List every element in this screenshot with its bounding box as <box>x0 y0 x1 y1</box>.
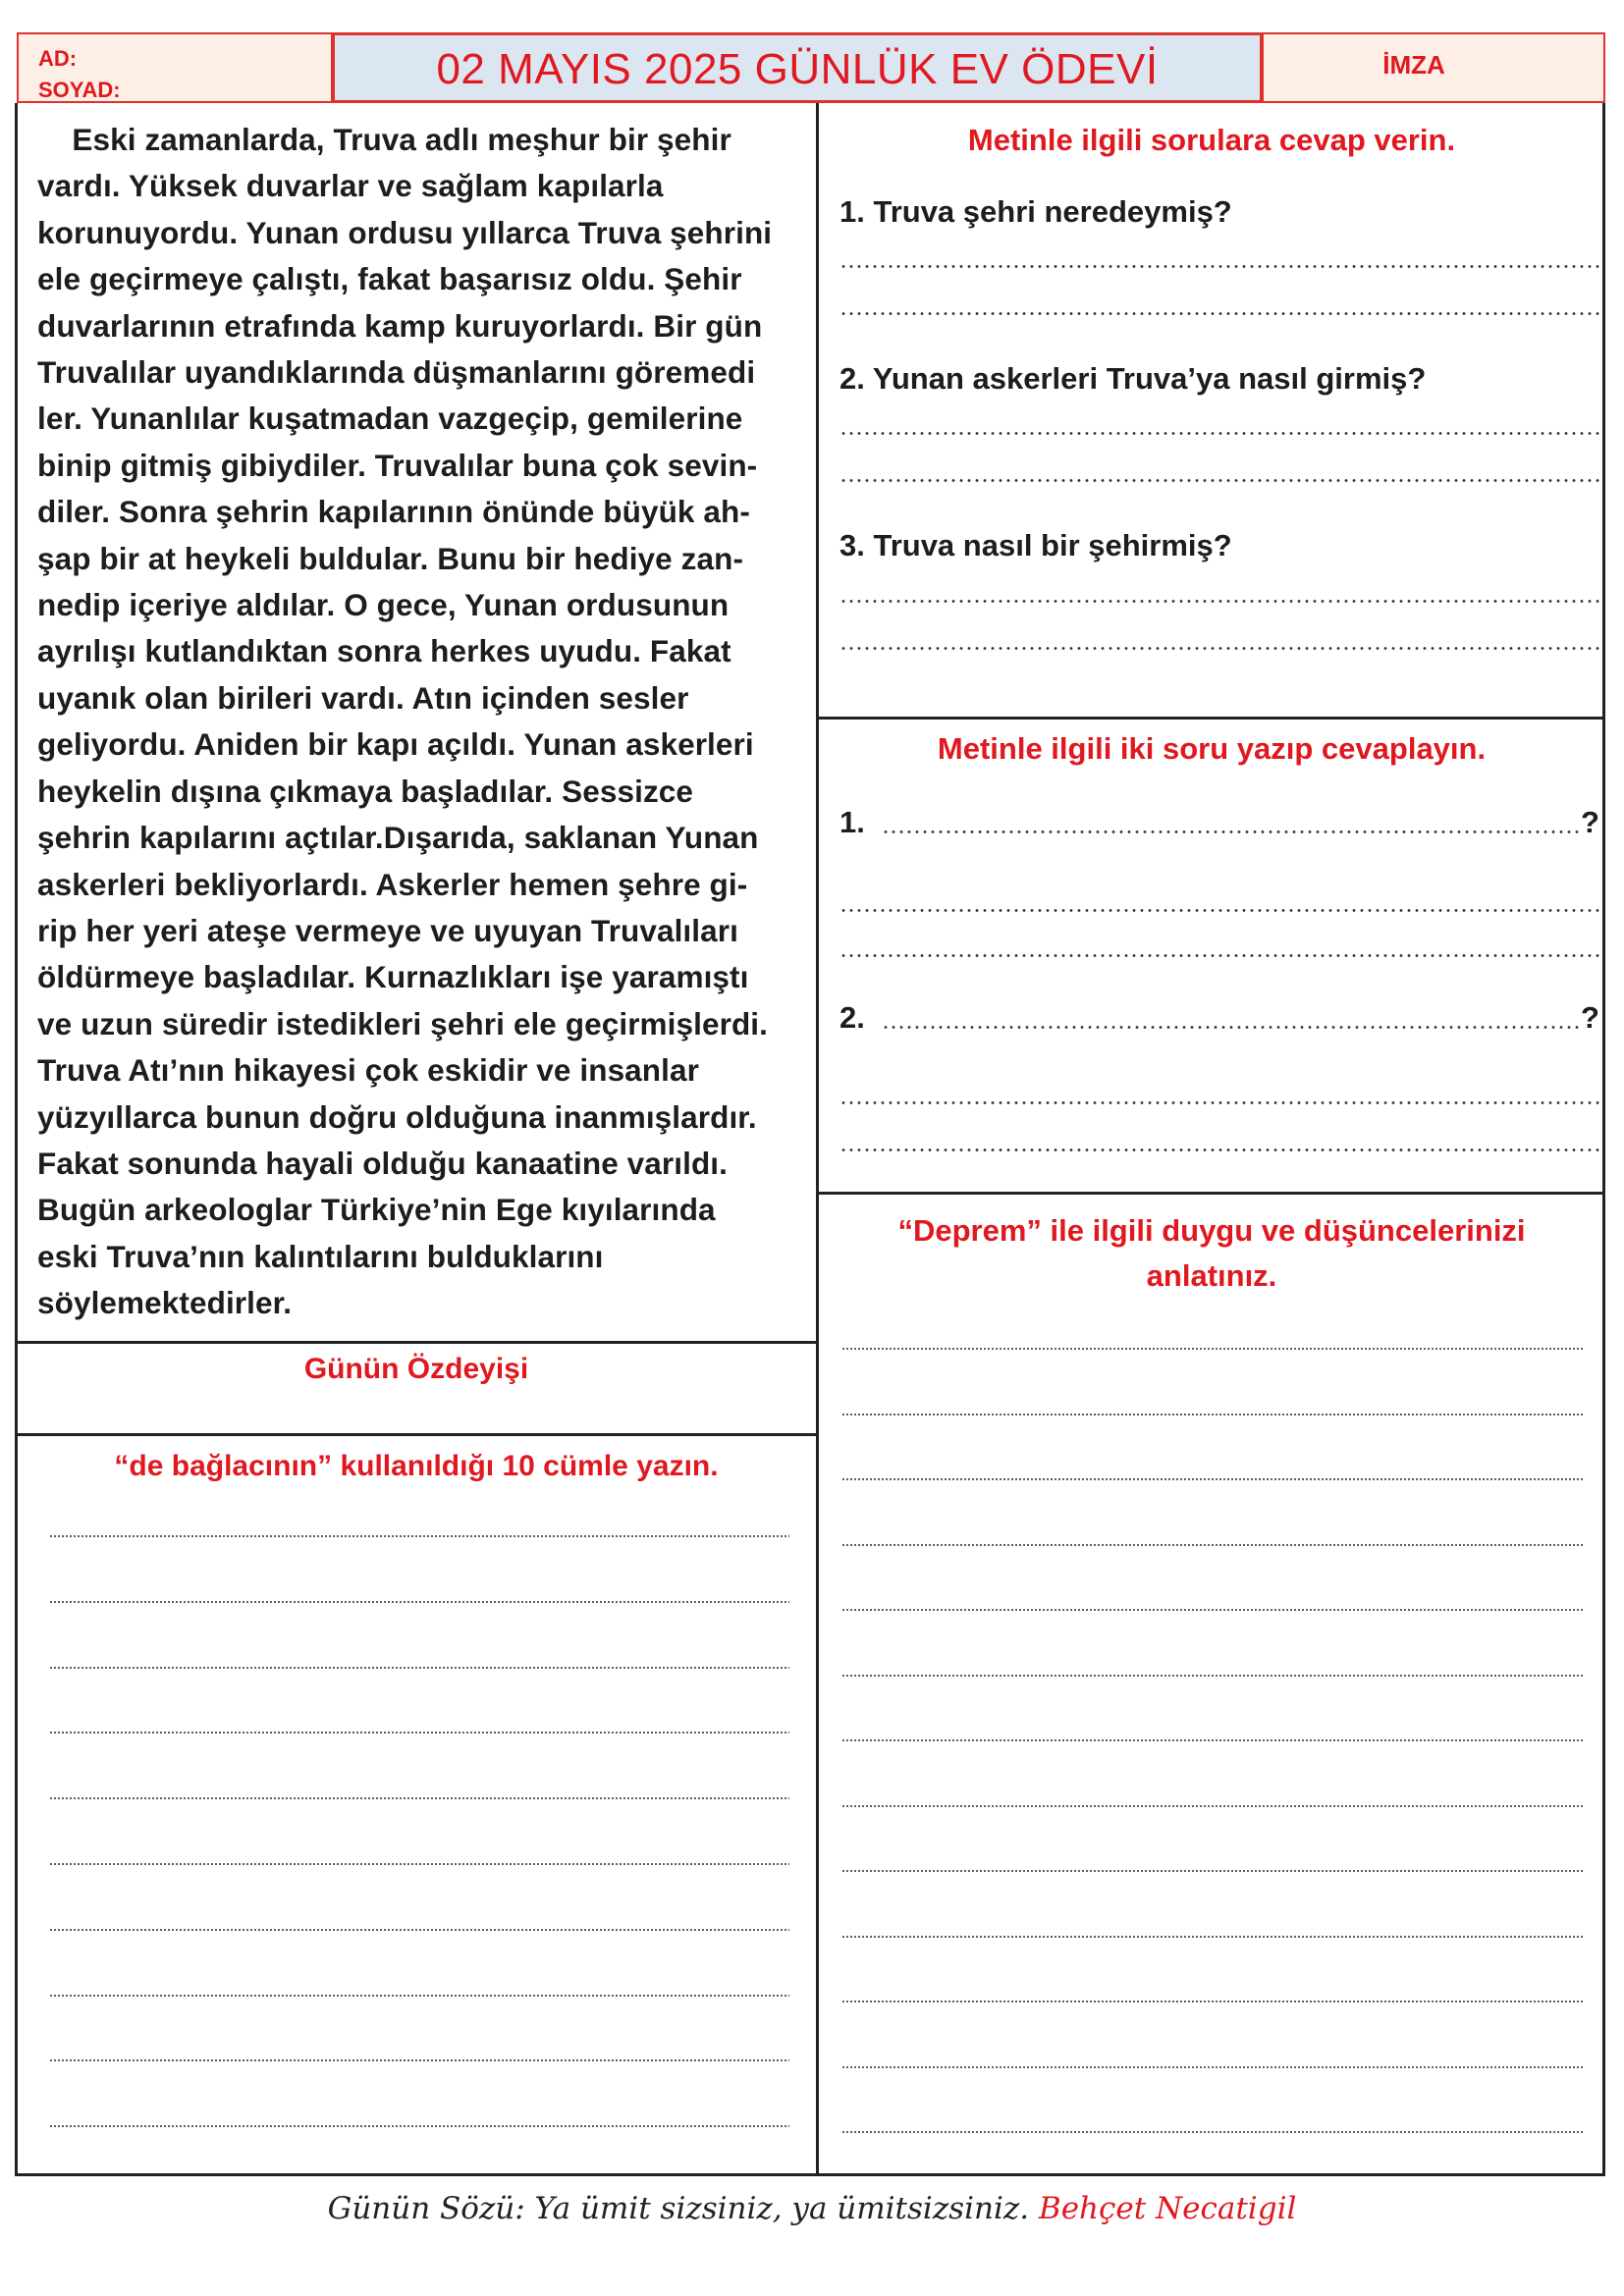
deprem-title-line1: “Deprem” ile ilgili duygu ve düşüncelerinizi <box>897 1213 1526 1248</box>
deprem-title-line2: anlatınız. <box>1146 1258 1277 1293</box>
answer-line[interactable] <box>839 479 1603 482</box>
story-line: şehrin kapılarını açtılar.Dışarıda, saklanan Yunan <box>37 820 759 856</box>
writing-line[interactable] <box>841 1675 1584 1677</box>
story-line: diler. Sonra şehrin kapılarının önünde büyük ah- <box>37 494 750 530</box>
writing-line[interactable] <box>49 1797 789 1799</box>
writing-line[interactable] <box>49 1863 789 1865</box>
own-question-1-mark: ? <box>1581 805 1599 839</box>
footer-author: Behçet Necatigil <box>1038 2191 1297 2226</box>
story-line: korunuyordu. Yunan ordusu yıllarca Truva şehrini <box>37 214 773 250</box>
frame-bottom <box>15 2173 1605 2176</box>
own-questions-title: Metinle ilgili iki soru yazıp cevaplayın. <box>937 731 1487 766</box>
story-line: ve uzun süredir istedikleri şehri ele geçirmişlerdi. <box>37 1005 769 1041</box>
story-line: rip her yeri ateşe vermeye ve uyuyan Truvalıları <box>37 912 738 948</box>
question-1: 1. Truva şehri neredeymiş? <box>839 194 1232 229</box>
story-line: nedip içeriye aldılar. O gece, Yunan ordusunun <box>37 587 730 623</box>
story-line: söylemektedirler. <box>37 1285 293 1321</box>
de-section-title: “de bağlacının” kullanıldığı 10 cümle yazın. <box>114 1450 719 1482</box>
story-line: eski Truva’nın kalıntılarını bulduklarını <box>37 1238 604 1274</box>
divider-story-bottom <box>15 1341 818 1344</box>
writing-line[interactable] <box>841 1609 1584 1611</box>
questions-section-title: Metinle ilgili sorulara cevap verin. <box>967 123 1456 157</box>
writing-line[interactable] <box>841 1544 1584 1546</box>
writing-line[interactable] <box>841 2131 1584 2133</box>
story-line: Bugün arkeologlar Türkiye’nin Ege kıyılarında <box>37 1192 716 1228</box>
divider-questions-bottom <box>816 717 1605 720</box>
writing-line[interactable] <box>841 2001 1584 2002</box>
writing-line[interactable] <box>841 1348 1584 1350</box>
story-line: binip gitmiş gibiydiler. Truvalılar buna çok sevin- <box>37 447 758 483</box>
writing-line[interactable] <box>49 2059 789 2061</box>
frame-right <box>1602 103 1605 2176</box>
frame-middle <box>816 103 819 2176</box>
divider-own-questions-bottom <box>816 1192 1605 1195</box>
divider-ozdeyis-bottom <box>15 1433 818 1436</box>
story-line: heykelin dışına çıkmaya başladılar. Sessizce <box>37 773 694 809</box>
writing-line[interactable] <box>841 1478 1584 1480</box>
signature-box[interactable] <box>1262 32 1605 103</box>
story-line: askerleri bekliyorlardı. Askerler hemen şehre gi- <box>37 866 748 902</box>
writing-line[interactable] <box>49 1929 789 1931</box>
writing-line[interactable] <box>49 1667 789 1669</box>
story-line: Truva Atı’nın hikayesi çok eskidir ve insanlar <box>37 1052 699 1089</box>
story-line: yüzyıllarca bunun doğru olduğuna inanmışlardır. <box>37 1098 757 1135</box>
footer-quote-row <box>0 2191 1624 2226</box>
answer-line[interactable] <box>839 954 1603 957</box>
writing-line[interactable] <box>841 1805 1584 1807</box>
own-question-2-line[interactable] <box>882 1026 1579 1029</box>
writing-line[interactable] <box>49 1535 789 1537</box>
question-2: 2. Yunan askerleri Truva’ya nasıl girmiş? <box>839 361 1427 396</box>
answer-line[interactable] <box>839 312 1603 315</box>
frame-left <box>15 103 18 2176</box>
story-line: Truvalılar uyandıklarında düşmanlarını göremedi <box>37 354 756 391</box>
story-line: Eski zamanlarda, Truva adlı meşhur bir şehir <box>37 122 731 157</box>
writing-line[interactable] <box>841 2066 1584 2068</box>
writing-line[interactable] <box>841 1936 1584 1938</box>
writing-line[interactable] <box>49 1732 789 1734</box>
answer-line[interactable] <box>839 1148 1603 1151</box>
story-line: vardı. Yüksek duvarlar ve sağlam kapılarla <box>37 168 664 204</box>
writing-line[interactable] <box>841 1870 1584 1872</box>
own-question-2-number: 2. <box>839 1000 865 1035</box>
soyad-label: SOYAD: <box>38 78 121 101</box>
writing-line[interactable] <box>49 1995 789 1997</box>
ozdeyis-answer-area[interactable] <box>18 1394 815 1431</box>
own-question-1-line[interactable] <box>882 830 1579 833</box>
answer-line[interactable] <box>839 265 1603 268</box>
story-text <box>37 117 813 1327</box>
writing-line[interactable] <box>49 2125 789 2127</box>
own-question-1-number: 1. <box>839 805 865 839</box>
answer-line[interactable] <box>839 909 1603 912</box>
question-3: 3. Truva nasıl bir şehirmiş? <box>839 528 1232 562</box>
answer-line[interactable] <box>839 432 1603 435</box>
own-question-2-mark: ? <box>1581 1000 1599 1035</box>
page-title: 02 MAYIS 2025 GÜNLÜK EV ÖDEVİ <box>436 45 1159 93</box>
answer-line[interactable] <box>839 647 1603 650</box>
ozdeyis-title: Günün Özdeyişi <box>303 1353 529 1385</box>
story-line: duvarlarının etrafında kamp kuruyorlardı. Bir gün <box>37 307 763 344</box>
imza-label: İMZA <box>1382 50 1445 80</box>
title-box <box>333 32 1262 103</box>
story-line: Fakat sonunda hayali olduğu kanaatine varıldı. <box>37 1145 729 1181</box>
writing-line[interactable] <box>841 1414 1584 1415</box>
story-line: geliyordu. Aniden bir kapı açıldı. Yunan askerleri <box>37 726 754 763</box>
answer-line[interactable] <box>839 600 1603 603</box>
footer-quote: Günün Sözü: Ya ümit sizsiniz, ya ümitsizsiniz. <box>327 2191 1030 2226</box>
story-line: ayrılışı kutlandıktan sonra herkes uyudu. Fakat <box>37 633 731 669</box>
name-box[interactable] <box>17 32 333 103</box>
ad-label: AD: <box>38 46 78 71</box>
writing-line[interactable] <box>841 1739 1584 1741</box>
writing-line[interactable] <box>49 1601 789 1603</box>
story-line: uyanık olan birileri vardı. Atın içinden sesler <box>37 679 689 716</box>
story-line: şap bir at heykeli buldular. Bunu bir hediye zan- <box>37 540 744 576</box>
story-line: ler. Yunanlılar kuşatmadan vazgeçip, gemilerine <box>37 400 743 437</box>
story-line: öldürmeye başladılar. Kurnazlıkları işe yaramıştı <box>37 959 749 995</box>
answer-line[interactable] <box>839 1101 1603 1104</box>
story-line: ele geçirmeye çalıştı, fakat başarısız oldu. Şehir <box>37 261 742 297</box>
